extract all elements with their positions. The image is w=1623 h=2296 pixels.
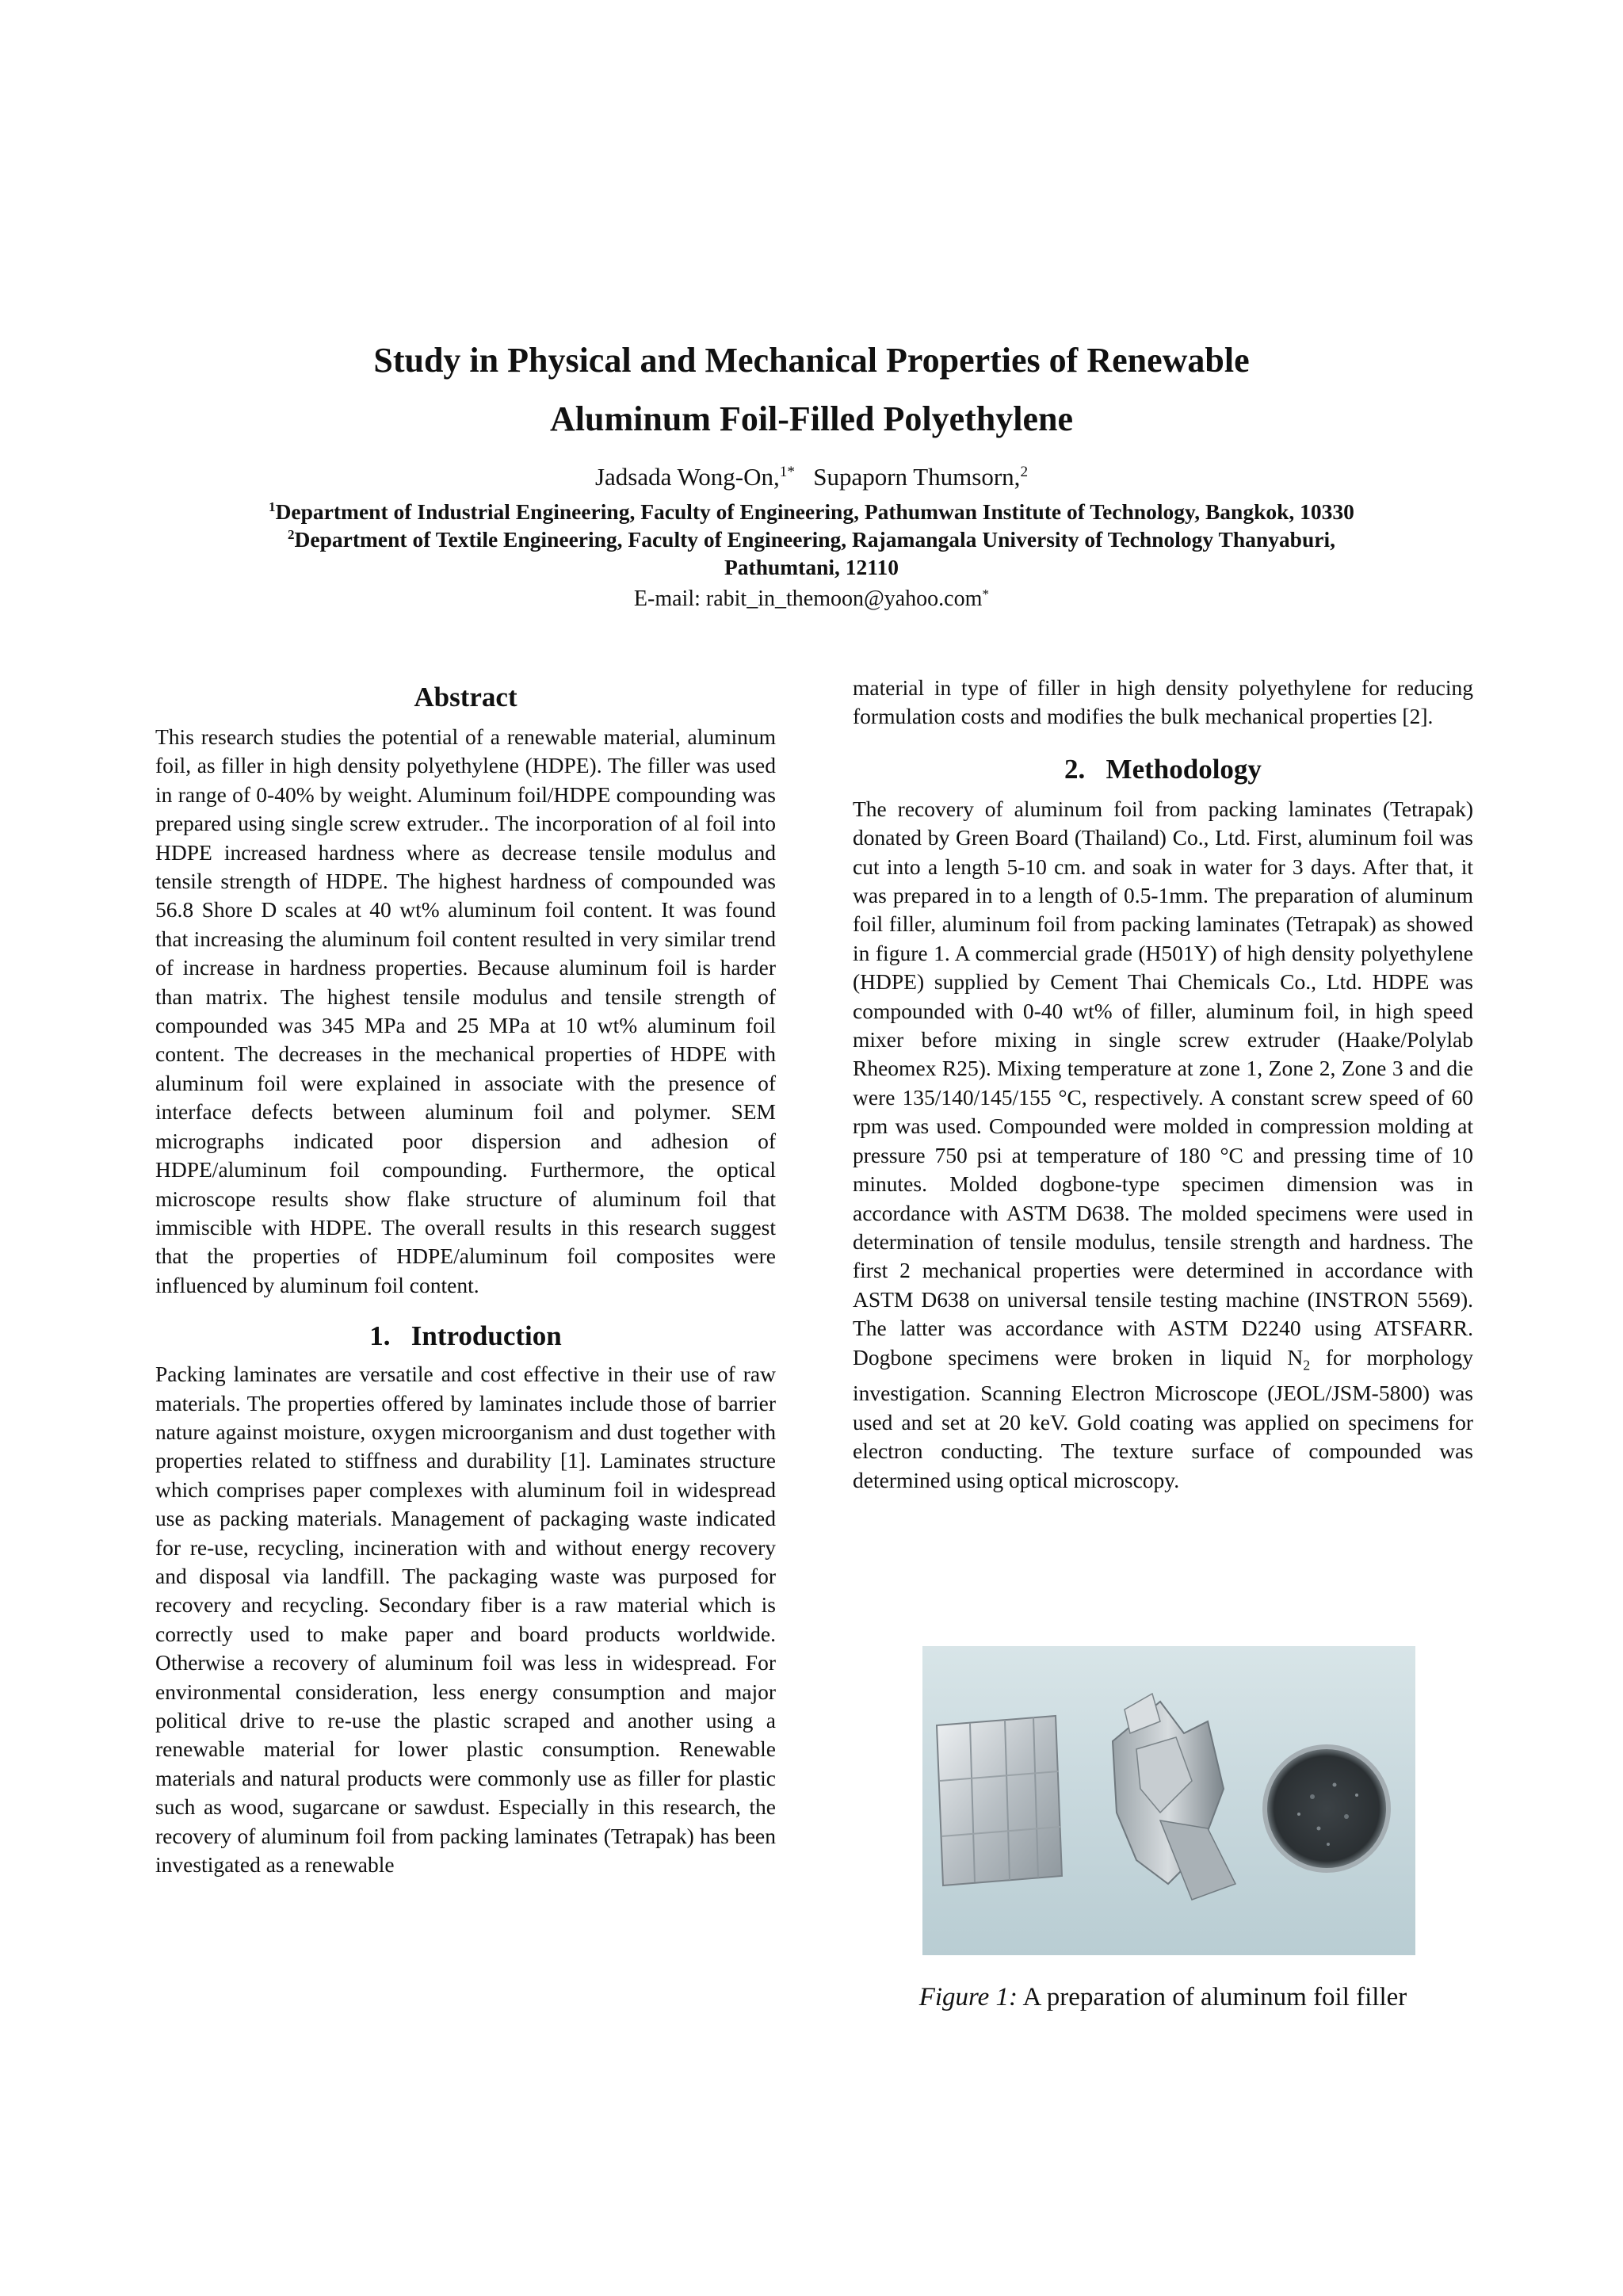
affiliation-1-text: Department of Industrial Engineering, Faculty of Engineering, Pathumwan Institute of Technology, Bangkok, 10330: [275, 499, 1354, 524]
affiliation-2-continued: Pathumtani, 12110: [724, 555, 899, 579]
figure-1-caption: [853, 1981, 1473, 2013]
affiliation-1: [158, 498, 1465, 525]
introduction-heading: 1. Introduction: [369, 1320, 562, 1352]
author-1: Jadsada Wong-On,: [594, 463, 780, 491]
abstract-text: This research studies the potential of a renewable material, aluminum foil, as filler in high density polyethylene (HDPE). The filler was used in range of 0-40% by weight. Aluminum foil/HDPE compounding was prepared using single screw extruder.. The incorporation of al foil into HDPE increased hardness where as decrease tensile modulus and tensile strength of HDPE. The highest hardness of compounded was 56.8 Shore D scales at 40 wt% aluminum foil content. It was found that increasing the aluminum foil content resulted in very similar trend of increase in hardness properties. Because aluminum foil is harder than matrix. The highest tensile modulus and tensile strength of compounded was 345 MPa and 25 MPa at 10 wt% aluminum foil content. The decreases in the mechanical properties of HDPE with aluminum foil were explained in associate with the presence of interface defects between aluminum foil and polymer. SEM micrographs indicated poor dispersion and adhesion of HDPE/aluminum foil compounding. Furthermore, the optical microscope results show flake structure of aluminum foil that immiscible with HDPE. The overall results in this research suggest that the properties of HDPE/aluminum foil composites were influenced by aluminum foil content.: [155, 724, 776, 1297]
left-column: [155, 680, 776, 1879]
author-list: [158, 462, 1465, 492]
methodology-text-part-2: for morphology investigation. Scanning Electron Microscope (JEOL/JSM-5800) was used and set at 20 keV. Gold coating was applied on specimens for electron conducting. The texture surface of compounded was determined using optical microscopy.: [853, 1344, 1473, 1492]
introduction-continuation: material in type of filler in high density polyethylene for reducing formulation costs and modifies the bulk mechanical properties [2].: [853, 675, 1473, 729]
email-marker: *: [982, 586, 990, 602]
aluminum-foil-filler-illustration: [922, 1646, 1415, 1955]
methodology-text: [853, 795, 1473, 1495]
email-text: E-mail: rabit_in_themoon@yahoo.com: [633, 586, 983, 611]
affiliation-1-marker: 1: [269, 499, 276, 514]
abstract-heading: Abstract: [414, 682, 517, 712]
introduction-text: Packing laminates are versatile and cost effective in their use of raw materials. The properties offered by laminates include those of barrier nature against moisture, oxygen microorganism and dust together with properties related to stiffness and durability [1]. Laminates structure which comprises paper complexes with aluminum foil in widespread use as packing materials. Management of packaging waste indicated for re-use, recycling, incineration with and without energy recovery and disposal via landfill. The packaging waste was purposed for recovery and recycling. Secondary fiber is a raw material which is correctly used to make paper and board products worldwide. Otherwise a recovery of aluminum foil was less in widespread. For environmental consideration, less energy consumption and major political drive to re-use the plastic scraped and another using a renewable material for lower plastic consumption. Renewable materials and natural products were commonly use as filler for plastic such as wood, sugarcane or sawdust. Especially in this research, the recovery of aluminum foil from packing laminates (Tetrapak) has been investigated as a renewable: [155, 1362, 776, 1878]
figure-1-photo: [922, 1646, 1415, 1955]
foil-sheet: [937, 1716, 1062, 1885]
author-1-marker: 1*: [779, 464, 795, 480]
affiliation-2-text: Department of Textile Engineering, Faculty of Engineering, Rajamangala University of Technology Thanyaburi,: [294, 527, 1335, 552]
title-line-1: Study in Physical and Mechanical Properties of Renewable: [373, 341, 1250, 380]
methodology-text-part-1: The recovery of aluminum foil from packing laminates (Tetrapak) donated by Green Board (Thailand) Co., Ltd. First, aluminum foil was cut into a length 5-10 cm. and soak in water for 3 days. After that, it was prepared in to a length of 0.5-1mm. The preparation of aluminum foil filler, aluminum foil from packing laminates (Tetrapak) as showed in figure 1. A commercial grade (H501Y) of high density polyethylene (HDPE) supplied by Cement Thai Chemicals Co., Ltd. HDPE was compounded with 0-40 wt% of filler, aluminum foil, in high speed mixer before mixing in single screw extruder (Haake/Polylab Rheomex R25). Mixing temperature at zone 1, Zone 2, Zone 3 and die were 135/140/145/155 °C, respectively. A constant screw speed of 60 rpm was used. Compounded were molded in compression molding at pressure 750 psi at temperature of 180 °C and pressing time of 10 minutes. Molded dogbone-type specimen dimension was in accordance with ASTM D638. The molded specimens were used in determination of tensile modulus, tensile strength and hardness. The first 2 mechanical properties were determined in accordance with ASTM D638 on universal tensile testing machine (INSTRON 5569). The latter was accordance with ASTM D2240 using ATSFARR. Dogbone specimens were broken in liquid N: [853, 796, 1473, 1370]
affiliations: [158, 498, 1465, 581]
title-line-2: Aluminum Foil-Filled Polyethylene: [550, 399, 1073, 438]
figure-1-caption-text: A preparation of aluminum foil filler: [1018, 1983, 1407, 2011]
author-2-marker: 2: [1020, 464, 1029, 480]
methodology-heading: 2. Methodology: [1064, 753, 1262, 785]
author-2: Supaporn Thumsorn,: [813, 463, 1021, 491]
paper-title: [158, 331, 1465, 449]
figure-1-label: Figure 1:: [918, 1983, 1018, 2011]
nitrogen-subscript: 2: [1303, 1357, 1311, 1373]
affiliation-2-marker: 2: [288, 527, 295, 542]
crumpled-foil-pieces: [1113, 1694, 1235, 1900]
foil-filler-dish: [1265, 1747, 1388, 1870]
right-column: [853, 674, 1473, 1495]
contact-email: [158, 585, 1465, 613]
affiliation-2: [158, 525, 1465, 553]
